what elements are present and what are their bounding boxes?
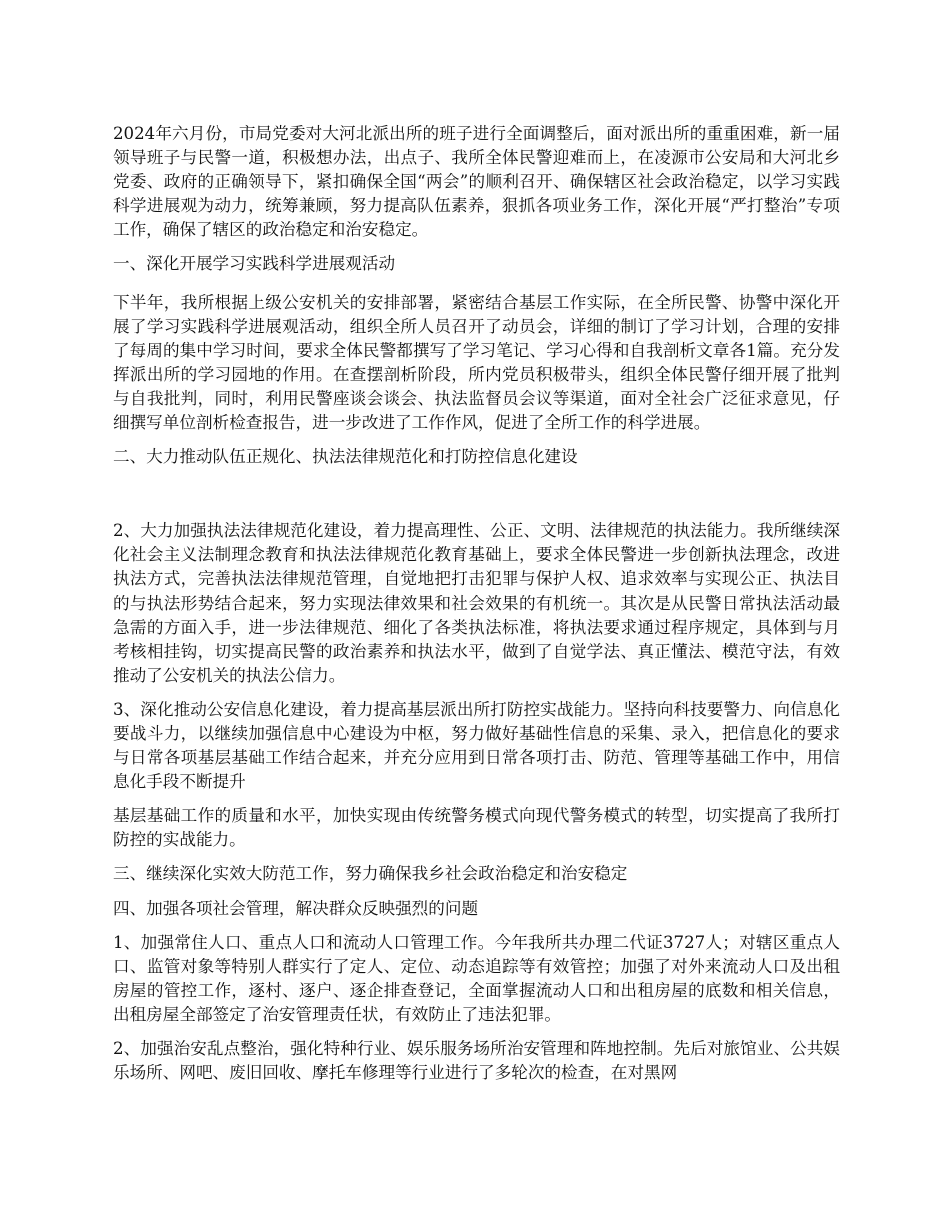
section-2-item-2: 2、大力加强执法法律规范化建设，着力提高理性、公正、文明、法律规范的执法能力。我所继续深化社会主义法制理念教育和执法法律规范化教育基础上，要求全体民警进一步创新执法理念，改进执法方式，完善执法法律规范管理，自觉地把打击犯罪与保护人权、追求效率与实现公正、执法目的与执法形势结合起来，努力实现法律效果和社会效果的有机统一。其次是从民警日常执法活动最急需的方面入手，进一步法律规范、细化了各类执法标准，将执法要求通过程序规定，具体到与月考核相挂钩，切实提高民警的政治素养和执法水平，做到了自觉学法、真正懂法、模范守法，有效推动了公安机关的执法公信力。 (113, 521, 840, 685)
section-4-item-2: 2、加强治安乱点整治，强化特种行业、娱乐服务场所治安管理和阵地控制。先后对旅馆业、公共娱乐场所、网吧、废旧回收、摩托车修理等行业进行了多轮次的检查，在对黑网 (113, 1039, 840, 1083)
section-2-item-3: 3、深化推动公安信息化建设，着力提高基层派出所打防控实战能力。坚持向科技要警力、向信息化要战斗力，以继续加强信息中心建设为中枢，努力做好基础性信息的采集、录入，把信息化的要求与日常各项基层基础工作结合起来，并充分应用到日常各项打击、防范、管理等基础工作中，用信息化手段不断提升 (113, 699, 840, 792)
section-1-paragraph: 下半年，我所根据上级公安机关的安排部署，紧密结合基层工作实际，在全所民警、协警中深化开展了学习实践科学进展观活动，组织全所人员召开了动员会，详细的制订了学习计划，合理的安排了每周的集中学习时间，要求全体民警都撰写了学习笔记、学习心得和自我剖析文章各1篇。充分发挥派出所的学习园地的作用。在查摆剖析阶段，所内党员积极带头，组织全体民警仔细开展了批判与自我批判，同时，利用民警座谈会谈会、执法监督员会议等渠道，面对全社会广泛征求意见，仔细撰写单位剖析检查报告，进一步改进了工作作风，促进了全所工作的科学进展。 (113, 292, 840, 433)
section-heading-4: 四、加强各项社会管理，解决群众反映强烈的问题 (113, 898, 479, 918)
intro-paragraph: 2024年六月份，市局党委对大河北派出所的班子进行全面调整后，面对派出所的重重困难，新一届领导班子与民警一道，积极想办法，出点子、我所全体民警迎难而上，在凌源市公安局和大河北乡党委、政府的正确领导下，紧扣确保全国“两会”的顺利召开、确保辖区社会政治稳定，以学习实践科学进展观为动力，统筹兼顾，努力提高队伍素养，狠抓各项业务工作，深化开展“严打整治”专项工作，确保了辖区的政治稳定和治安稳定。 (113, 124, 840, 240)
section-heading-1: 一、深化开展学习实践科学进展观活动 (113, 254, 396, 274)
section-heading-2: 二、大力推动队伍正规化、执法法律规范化和打防控信息化建设 (113, 447, 578, 467)
section-2-item-3-continued: 基层基础工作的质量和水平，加快实现由传统警务模式向现代警务模式的转型，切实提高了我所打防控的实战能力。 (113, 806, 840, 850)
section-heading-3: 三、继续深化实效大防范工作，努力确保我乡社会政治稳定和治安稳定 (113, 864, 628, 884)
section-4-item-1: 1、加强常住人口、重点人口和流动人口管理工作。今年我所共办理二代证3727人；对辖区重点人口、监管对象等特别人群实行了定人、定位、动态追踪等有效管控；加强了对外来流动人口及出租房屋的管控工作，逐村、逐户、逐企排查登记，全面掌握流动人口和出租房屋的底数和相关信息，出租房屋全部签定了治安管理责任状，有效防止了违法犯罪。 (113, 932, 840, 1024)
document-body (113, 122, 840, 1085)
